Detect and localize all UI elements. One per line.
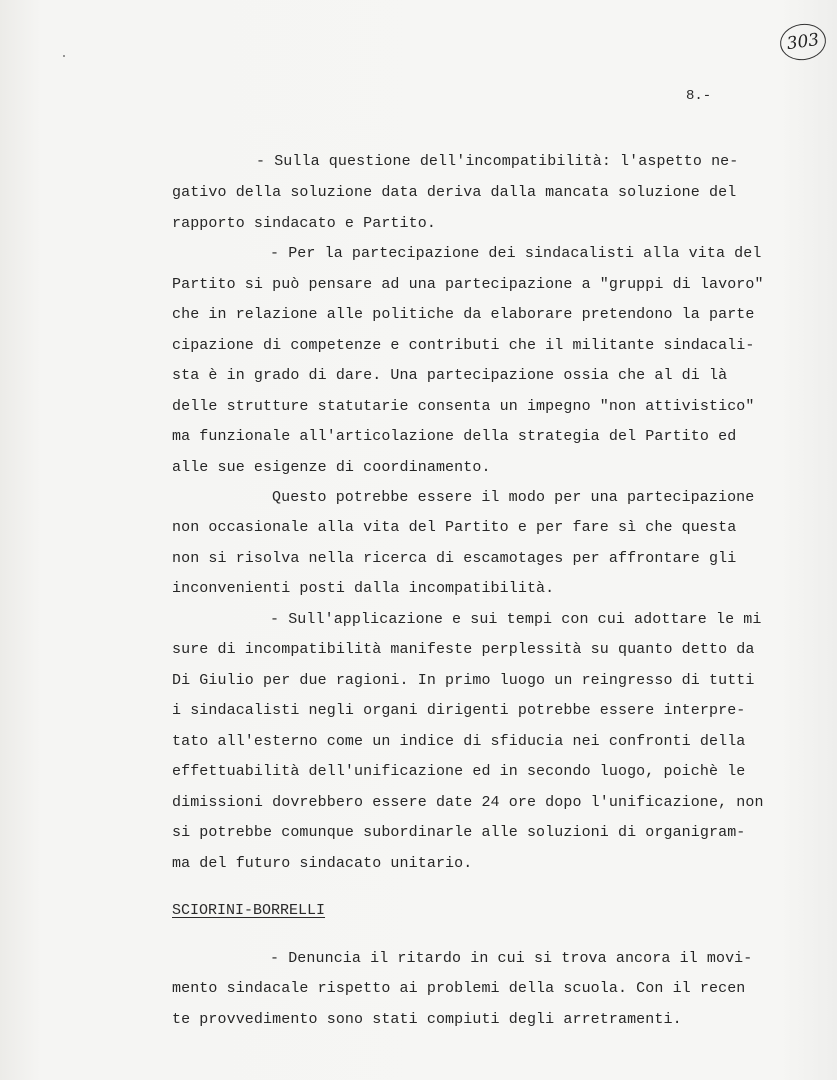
page-stamp: 303: [778, 21, 829, 63]
text-line: - Sull'applicazione e sui tempi con cui adottare le mi: [270, 611, 762, 628]
text-line: - Denuncia il ritardo in cui si trova ancora il movi-: [270, 950, 753, 967]
text-line: gativo della soluzione data deriva dalla mancata soluzione del: [172, 184, 737, 201]
text-line: ma funzionale all'articolazione della strategia del Partito ed: [172, 428, 737, 445]
text-line: dimissioni dovrebbero essere date 24 ore dopo l'unificazione, non: [172, 794, 764, 811]
text-line: - Per la partecipazione dei sindacalisti alla vita del: [270, 245, 762, 262]
text-line: non occasionale alla vita del Partito e per fare sì che questa: [172, 519, 737, 536]
text-line: tato all'esterno come un indice di sfiducia nei confronti della: [172, 733, 746, 750]
text-line: sure di incompatibilità manifeste perplessità su quanto detto da: [172, 641, 755, 658]
text-line: che in relazione alle politiche da elaborare pretendono la parte: [172, 306, 755, 323]
text-line: alle sue esigenze di coordinamento.: [172, 459, 491, 476]
page-number: 8.-: [686, 88, 712, 104]
text-line: rapporto sindacato e Partito.: [172, 215, 436, 232]
section-heading: SCIORINI-BORRELLI: [172, 902, 326, 919]
text-line: sta è in grado di dare. Una partecipazione ossia che al di là: [172, 367, 728, 384]
text-line: delle strutture statutarie consenta un impegno "non attivistico": [172, 398, 755, 415]
text-line: Questo potrebbe essere il modo per una partecipazione: [272, 489, 755, 506]
text-line: te provvedimento sono stati compiuti degli arretramenti.: [172, 1011, 682, 1028]
text-line: i sindacalisti negli organi dirigenti potrebbe essere interpre-: [172, 702, 746, 719]
text-line: non si risolva nella ricerca di escamotages per affrontare gli: [172, 550, 737, 567]
paper-speck: [63, 55, 65, 57]
text-line: si potrebbe comunque subordinarle alle soluzioni di organigram-: [172, 824, 746, 841]
text-line: Di Giulio per due ragioni. In primo luogo un reingresso di tutti: [172, 672, 755, 689]
text-line: inconvenienti posti dalla incompatibilità.: [172, 580, 555, 597]
text-line: mento sindacale rispetto ai problemi della scuola. Con il recen: [172, 980, 746, 997]
text-line: cipazione di competenze e contributi che il militante sindacali-: [172, 337, 755, 354]
text-line: - Sulla questione dell'incompatibilità: l'aspetto ne-: [256, 153, 739, 170]
text-line: Partito si può pensare ad una partecipazione a "gruppi di lavoro": [172, 276, 764, 293]
text-line: effettuabilità dell'unificazione ed in secondo luogo, poichè le: [172, 763, 746, 780]
text-line: ma del futuro sindacato unitario.: [172, 855, 473, 872]
